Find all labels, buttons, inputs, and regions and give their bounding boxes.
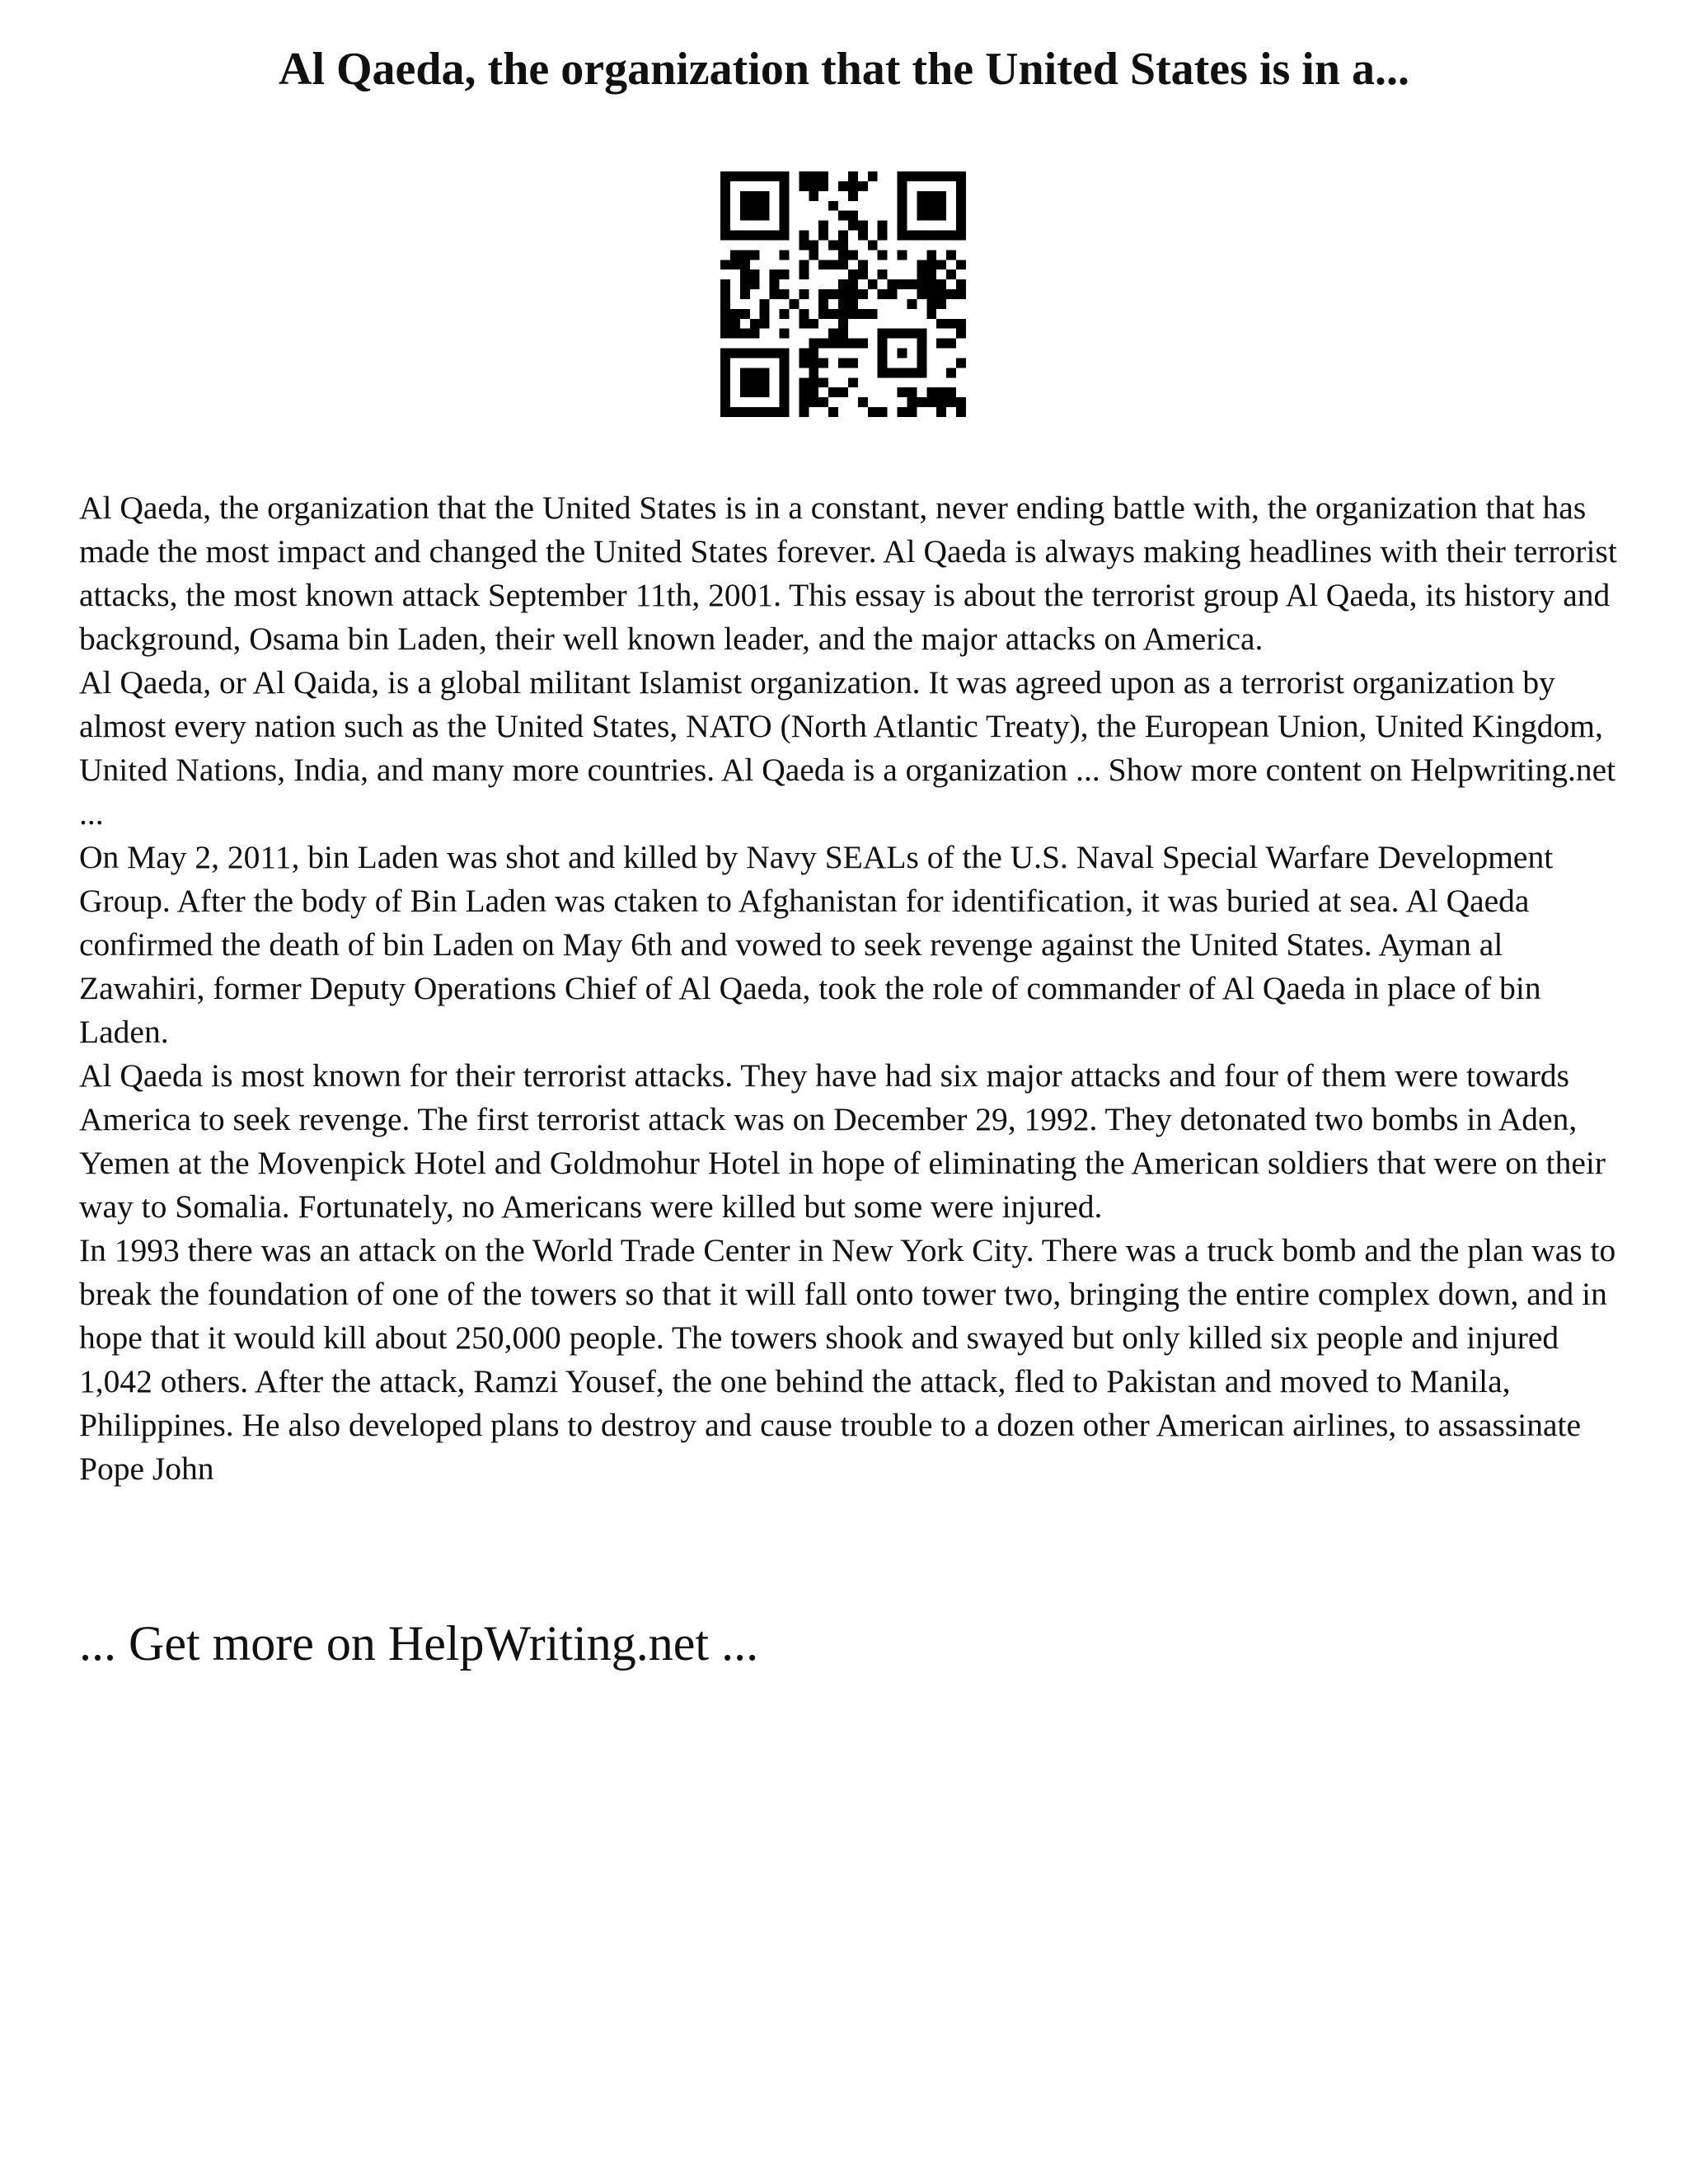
paragraph: On May 2, 2011, bin Laden was shot and killed by Navy SEALs of the U.S. Naval Special Warfare Development Group. After the body of Bin Laden was ctaken to Afghanistan for identification, it was buried at sea. Al Qaeda confirmed the death of bin Laden on May 6th and vowed to seek revenge against the United States. Ayman al Zawahiri, former Deputy Operations Chief of Al Qaeda, took the role of commander of Al Qaeda in place of bin Laden. xyxy=(79,839,1554,1050)
paragraph: Al Qaeda is most known for their terrorist attacks. They have had six major attacks and four of them were towards America to seek revenge. The first terrorist attack was on December 29, 1992. They detonated two bombs in Aden, Yemen at the Movenpick Hotel and Goldmohur Hotel in hope of eliminating the American soldiers that were on their way to Somalia. Fortunately, no Americans were killed but some were injured. xyxy=(79,1057,1606,1225)
page-title: Al Qaeda, the organization that the United States is in a... xyxy=(279,44,1409,95)
qr-code-icon[interactable] xyxy=(720,171,966,417)
paragraph: In 1993 there was an attack on the World Trade Center in New York City. There was a truck bomb and the plan was to break the foundation of one of the towers so that it will fall onto tower two, bringing the entire complex down, and in hope that it would kill about 250,000 people. The towers shook and swayed but only killed six people and injured 1,042 others. After the attack, Ramzi Yousef, the one behind the attack, fled to Pakistan and moved to Manila, Philippines. He also developed plans to destroy and cause trouble to a dozen other American airlines, to assassinate Pope John xyxy=(79,1232,1616,1487)
paragraph: Al Qaeda, or Al Qaida, is a global militant Islamist organization. It was agreed upon as a terrorist organization by almost every nation such as the United States, NATO (North Atlantic Treaty), the European Union, United Kingdom, United Nations, India, and many more countries. Al Qaeda is a organization ... Show more content on Helpwriting.net ... xyxy=(79,664,1616,832)
paragraph: Al Qaeda, the organization that the United States is in a constant, never ending battle with, the organization that has made the most impact and changed the United States forever. Al Qaeda is always making headlines with their terrorist attacks, the most known attack September 11th, 2001. This essay is about the terrorist group Al Qaeda, its history and background, Osama bin Laden, their well known leader, and the major attacks on America. xyxy=(79,490,1617,657)
essay-body xyxy=(79,486,1629,1491)
get-more-link[interactable]: ... Get more on HelpWriting.net ... xyxy=(79,1616,759,1671)
